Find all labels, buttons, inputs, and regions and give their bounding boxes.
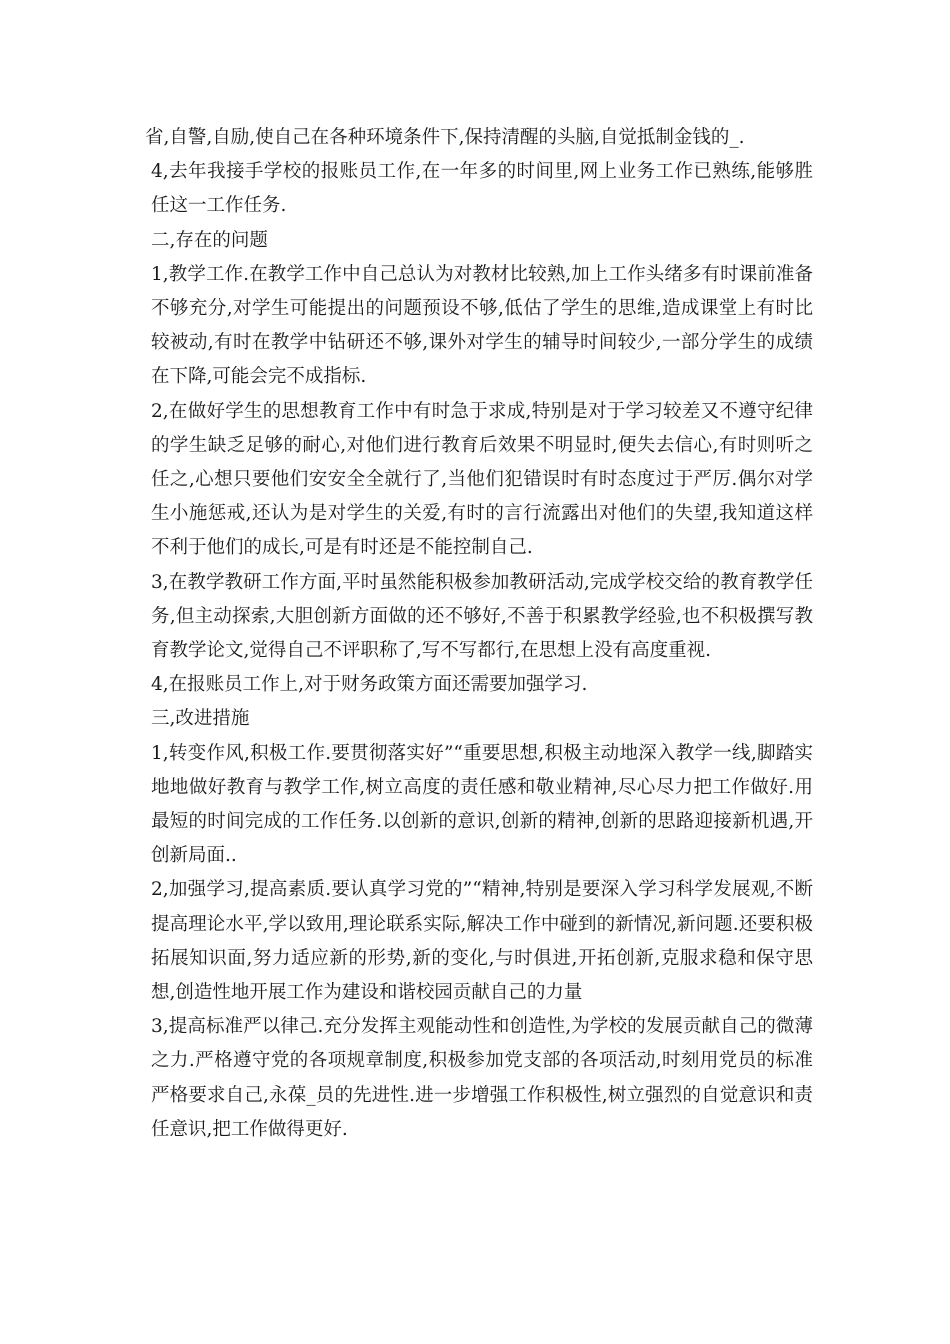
paragraph-measure-3: 3,提高标准严以律己.充分发挥主观能动性和创造性,为学校的发展贡献自己的微薄之力.严格遵守党的各项规章制度,积极参加党支部的各项活动,时刻用党员的标准严格要求自己,永葆_员的先进性.进一步增强工作积极性,树立强烈的自觉意识和责任意识,把工作做得更好. [151,1016,813,1140]
paragraph-problem-2: 2,在做好学生的思想教育工作中有时急于求成,特别是对于学习较差又不遵守纪律的学生缺乏足够的耐心,对他们进行教育后效果不明显时,便失去信心,有时则听之任之,心想只要他们安安全全就行了,当他们犯错误时有时态度过于严厉.偶尔对学生小施惩戒,还认为是对学生的关爱,有时的言行流露出对他们的失望,我知道这样不利于他们的成长,可是有时还是不能控制自己. [151,400,813,559]
section-heading-problems: 二,存在的问题 [151,229,268,251]
paragraph-problem-3: 3,在教学教研工作方面,平时虽然能积极参加教研活动,完成学校交给的教育教学任务,但主动探索,大胆创新方面做的还不够好,不善于积累教学经验,也不积极撰写教育教学论文,觉得自己不评职称了,写不写都行,在思想上没有高度重视. [151,571,813,662]
paragraph-measure-1: 1,转变作风,积极工作.要贯彻落实好”“重要思想,积极主动地深入教学一线,脚踏实地地做好教育与教学工作,树立高度的责任感和敬业精神,尽心尽力把工作做好.用最短的时间完成的工作任务.以创新的意识,创新的精神,创新的思路迎接新机遇,开创新局面.. [151,742,813,867]
paragraph-measure-2: 2,加强学习,提高素质.要认真学习党的”“精神,特别是要深入学习科学发展观,不断提高理论水平,学以致用,理论联系实际,解决工作中碰到的新情况,新问题.还要积极拓展知识面,努力适应新的形势,新的变化,与时俱进,开拓创新,克服求稳和保守思想,创造性地开展工作为建设和谐校园贡献自己的力量 [151,879,813,1004]
document-body [145,121,813,1147]
section-heading-measures: 三,改进措施 [151,708,250,730]
paragraph-item-4-accountant: 4,去年我接手学校的报账员工作,在一年多的时间里,网上业务工作已熟练,能够胜任这一工作任务. [151,161,813,217]
paragraph-continuation: 省,自警,自励,使自己在各种环境条件下,保持清醒的头脑,自觉抵制金钱的_. [145,127,745,148]
paragraph-problem-1: 1,教学工作.在教学工作中自己总认为对教材比较熟,加上工作头绪多有时课前准备不够充分,对学生可能提出的问题预设不够,低估了学生的思维,造成课堂上有时比较被动,有时在教学中钻研还不够,课外对学生的辅导时间较少,一部分学生的成绩在下降,可能会完不成指标. [151,263,813,388]
paragraph-problem-4: 4,在报账员工作上,对于财务政策方面还需要加强学习. [151,674,588,696]
